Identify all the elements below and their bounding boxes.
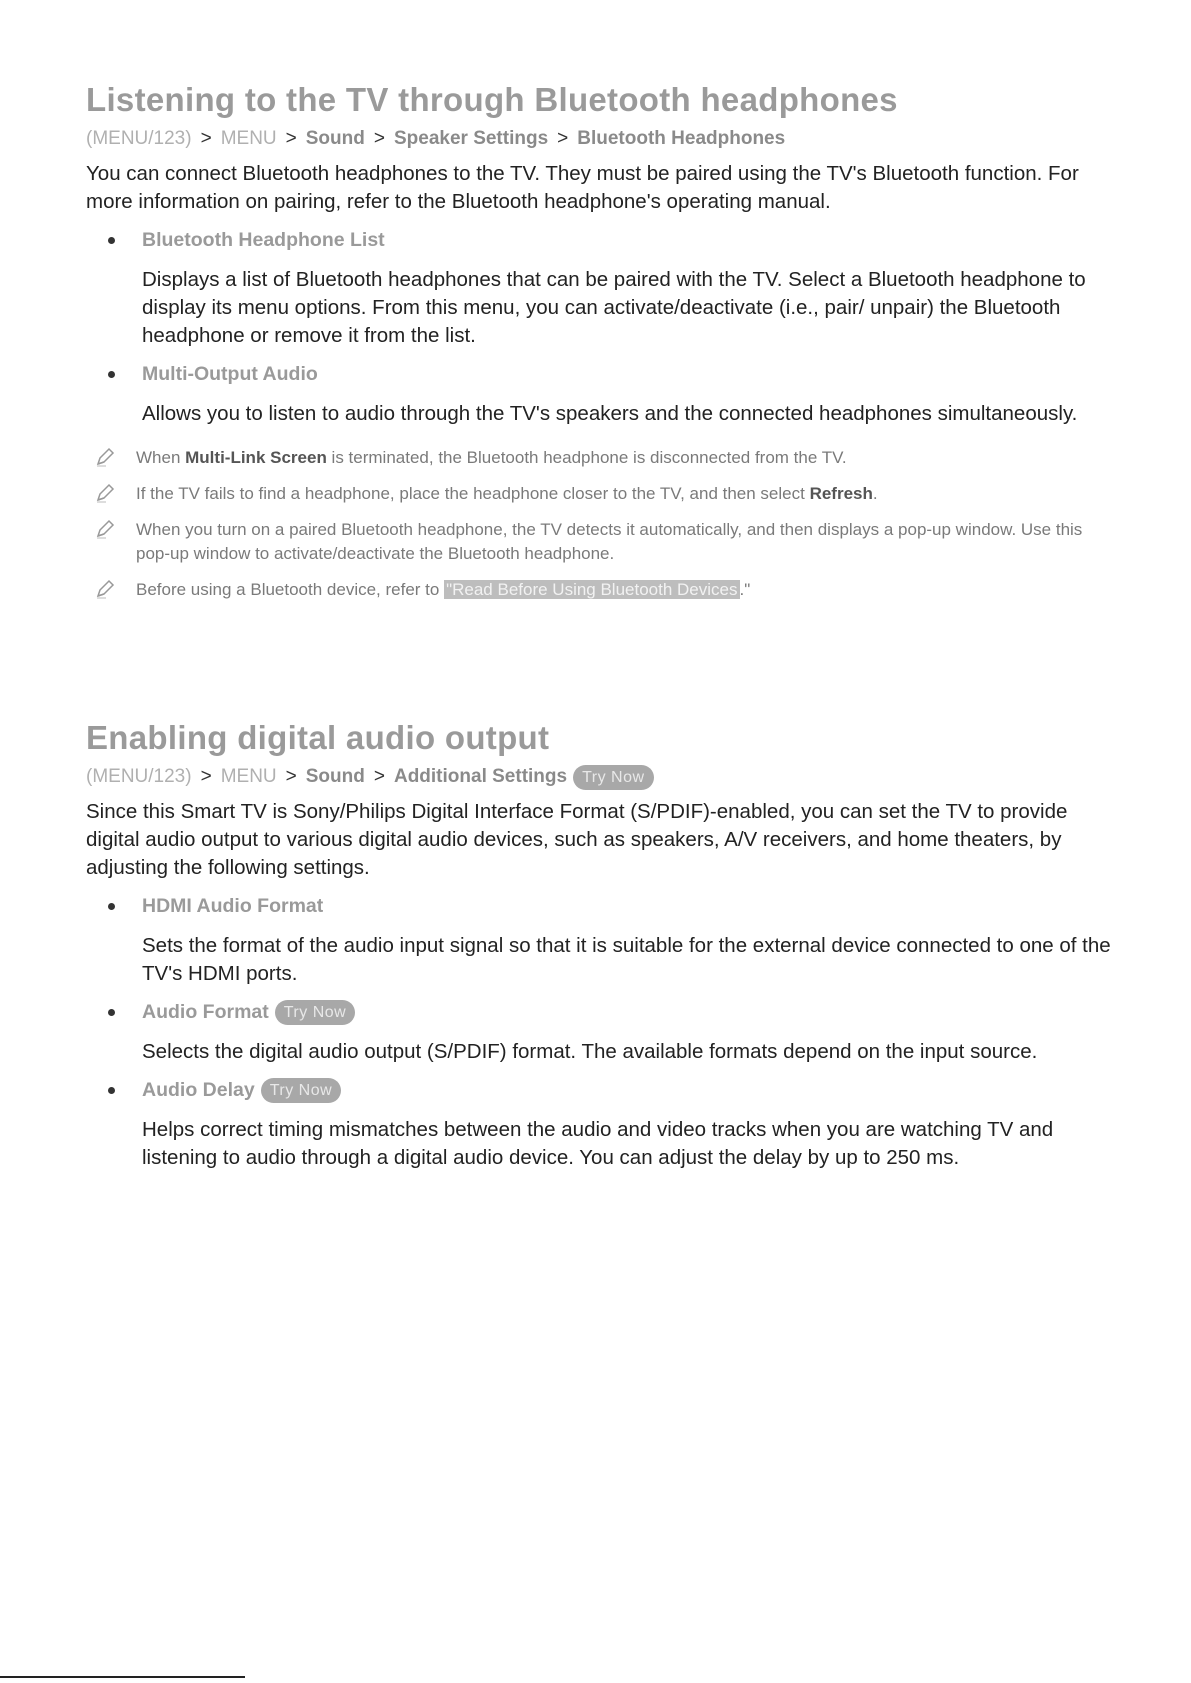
intro-paragraph: Since this Smart TV is Sony/Philips Digital Interface Format (S/PDIF)-enabled, you can set the TV to provide digital audio output to various digital audio devices, such as speakers, A/V receivers, and home theaters, by adjusting the following settings.	[86, 800, 1068, 879]
section-title: Enabling digital audio output	[86, 719, 550, 756]
breadcrumb-separator: >	[285, 766, 297, 787]
breadcrumb-item: Sound	[305, 128, 365, 149]
section-bluetooth-headphones	[86, 80, 1116, 602]
footer-rule	[0, 1676, 245, 1678]
list-item	[86, 892, 1116, 988]
note-text: .	[872, 484, 878, 503]
read-before-link[interactable]: "Read Before Using Bluetooth Devices	[446, 580, 738, 599]
list-item	[86, 998, 1116, 1066]
note-text: is terminated, the Bluetooth headphone is disconnected from the TV.	[326, 448, 847, 467]
item-description: Helps correct timing mismatches between the audio and video tracks when you are watching TV and listening to audio through a digital audio device. You can adjust the delay by up to 250 ms.	[142, 1118, 1054, 1169]
note	[86, 578, 1116, 602]
note-text: When you turn on a paired Bluetooth headphone, the TV detects it automatically, and then displays a pop-up window. Use this pop-up window to activate/deactivate the Bluetooth headphone.	[136, 520, 1083, 563]
breadcrumb-item: MENU	[220, 128, 277, 149]
bullet-dot	[108, 237, 115, 244]
note-text: ."	[739, 580, 751, 599]
section-title: Listening to the TV through Bluetooth headphones	[86, 81, 898, 118]
breadcrumb	[86, 126, 1116, 152]
breadcrumb-separator: >	[200, 128, 212, 149]
pencil-note-icon	[94, 578, 116, 600]
note-text: Before using a Bluetooth device, refer to	[136, 580, 445, 599]
item-label: Audio Delay	[142, 1079, 255, 1101]
item-label: HDMI Audio Format	[142, 895, 324, 917]
list-item	[86, 226, 1116, 350]
breadcrumb-item: MENU	[220, 766, 277, 787]
try-now-button[interactable]: Try Now	[261, 1078, 341, 1103]
breadcrumb-separator: >	[557, 128, 569, 149]
section-digital-audio-output	[86, 718, 1116, 1172]
item-label: Multi-Output Audio	[142, 363, 318, 385]
breadcrumb-separator: >	[285, 128, 297, 149]
pencil-note-icon	[94, 482, 116, 504]
bullet-dot	[108, 1087, 115, 1094]
breadcrumb-item: Additional Settings	[393, 766, 568, 787]
note	[86, 518, 1116, 566]
note-bold: Multi-Link Screen	[185, 448, 327, 467]
breadcrumb-item: Bluetooth Headphones	[577, 128, 786, 149]
note	[86, 482, 1116, 506]
note-text: If the TV fails to find a headphone, place the headphone closer to the TV, and then select	[136, 484, 810, 503]
pencil-note-icon	[94, 446, 116, 468]
item-label-row	[142, 1076, 1116, 1104]
breadcrumb-separator: >	[200, 766, 212, 787]
breadcrumb	[86, 764, 1116, 790]
item-label: Audio Format	[142, 1001, 269, 1023]
bullet-dot	[108, 1009, 115, 1016]
note-text: When	[136, 448, 186, 467]
bullet-dot	[108, 371, 115, 378]
item-label: Bluetooth Headphone List	[142, 229, 385, 251]
breadcrumb-item: (MENU/123)	[86, 128, 192, 149]
breadcrumb-item: (MENU/123)	[86, 766, 192, 787]
try-now-button[interactable]: Try Now	[573, 765, 653, 790]
breadcrumb-item: Sound	[305, 766, 365, 787]
item-description: Allows you to listen to audio through the TV's speakers and the connected headphones simultaneously.	[142, 402, 1078, 425]
note	[86, 446, 1116, 470]
intro-paragraph: You can connect Bluetooth headphones to the TV. They must be paired using the TV's Bluetooth function. For more information on pairing, refer to the Bluetooth headphone's operating manual.	[86, 162, 1079, 213]
breadcrumb-item: Speaker Settings	[393, 128, 549, 149]
breadcrumb-separator: >	[373, 766, 385, 787]
bullet-dot	[108, 903, 115, 910]
list-item	[86, 360, 1116, 428]
pencil-note-icon	[94, 518, 116, 540]
list-item	[86, 1076, 1116, 1172]
item-description: Displays a list of Bluetooth headphones that can be paired with the TV. Select a Bluetooth headphone to display its menu options. From this menu, you can activate/deactivate (i.e., pair/ unpair) the Bluetooth headphone or remove it from the list.	[142, 268, 1086, 347]
try-now-button[interactable]: Try Now	[275, 1000, 355, 1025]
item-label-row	[142, 998, 1116, 1026]
item-description: Sets the format of the audio input signal so that it is suitable for the external device connected to one of the TV's HDMI ports.	[142, 934, 1111, 985]
breadcrumb-separator: >	[373, 128, 385, 149]
note-bold: Refresh	[809, 484, 873, 503]
item-description: Selects the digital audio output (S/PDIF) format. The available formats depend on the input source.	[142, 1040, 1038, 1063]
